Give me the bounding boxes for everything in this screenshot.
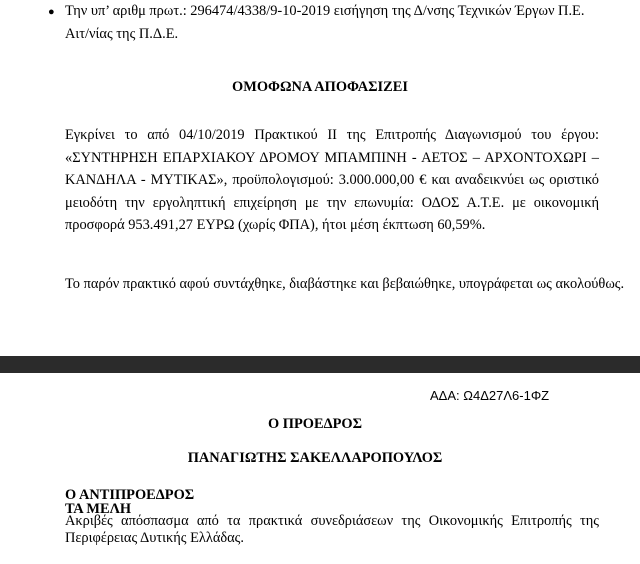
members-title: ΤΑ ΜΕΛΗ xyxy=(65,501,132,517)
page-separator xyxy=(0,356,640,373)
vice-president-title: Ο ΑΝΤΙΠΡΟΕΔΡΟΣ xyxy=(65,487,195,503)
document-page-2 xyxy=(0,373,640,564)
bullet-icon: ● xyxy=(48,6,55,18)
closing-paragraph: Το παρόν πρακτικό αφού συντάχθηκε, διαβάστηκε και βεβαιώθηκε, υπογράφεται ως ακολούθως. xyxy=(65,276,625,292)
president-name: ΠΑΝΑΓΙΩΤΗΣ ΣΑΚΕΛΛΑΡΟΠΟΥΛΟΣ xyxy=(187,450,443,466)
bullet-line-2: Αιτ/νίας της Π.Δ.Ε. xyxy=(65,26,179,42)
president-title: Ο ΠΡΟΕΔΡΟΣ xyxy=(268,416,362,432)
decision-paragraph: Εγκρίνει το από 04/10/2019 Πρακτικού ΙΙ της Επιτροπής Διαγωνισμού του έργου: «ΣΥΝΤΗΡΗΣΗ ΕΠΑΡΧΙΑΚΟΥ ΔΡΟΜΟΥ ΜΠΑΜΠΙΝΗ - ΑΕΤΟΣ – ΑΡΧΟΝΤΟΧΩΡΙ – ΚΑΝΔΗΛΑ - ΜΥΤΙΚΑΣ», προϋπολογισμού: 3.000.000,00 € και αναδεικνύει ως οριστικό μειοδότη την εργοληπτική επιχείρηση με την επωνυμία: ΟΔΟΣ Α.Τ.Ε. με οικονομική προσφορά 953.491,27 ΕΥΡΩ (χωρίς ΦΠΑ), ήτοι μέση έκπτωση 60,59%. xyxy=(65,127,599,234)
decision-heading: ΟΜΟΦΩΝΑ ΑΠΟΦΑΣΙΖΕΙ xyxy=(232,79,408,95)
bullet-line-1: Την υπ’ αριθμ πρωτ.: 296474/4338/9-10-2019 εισήγηση της Δ/νσης Τεχνικών Έργων Π.Ε. xyxy=(65,3,585,19)
extract-paragraph: Ακριβές απόσπασμα από τα πρακτικά συνεδριάσεων της Οικονομικής Επιτροπής της Περιφέρειας Δυτικής Ελλάδας. xyxy=(65,513,599,546)
ada-code: ΑΔΑ: Ω4Δ27Λ6-1ΦΖ xyxy=(430,388,550,403)
